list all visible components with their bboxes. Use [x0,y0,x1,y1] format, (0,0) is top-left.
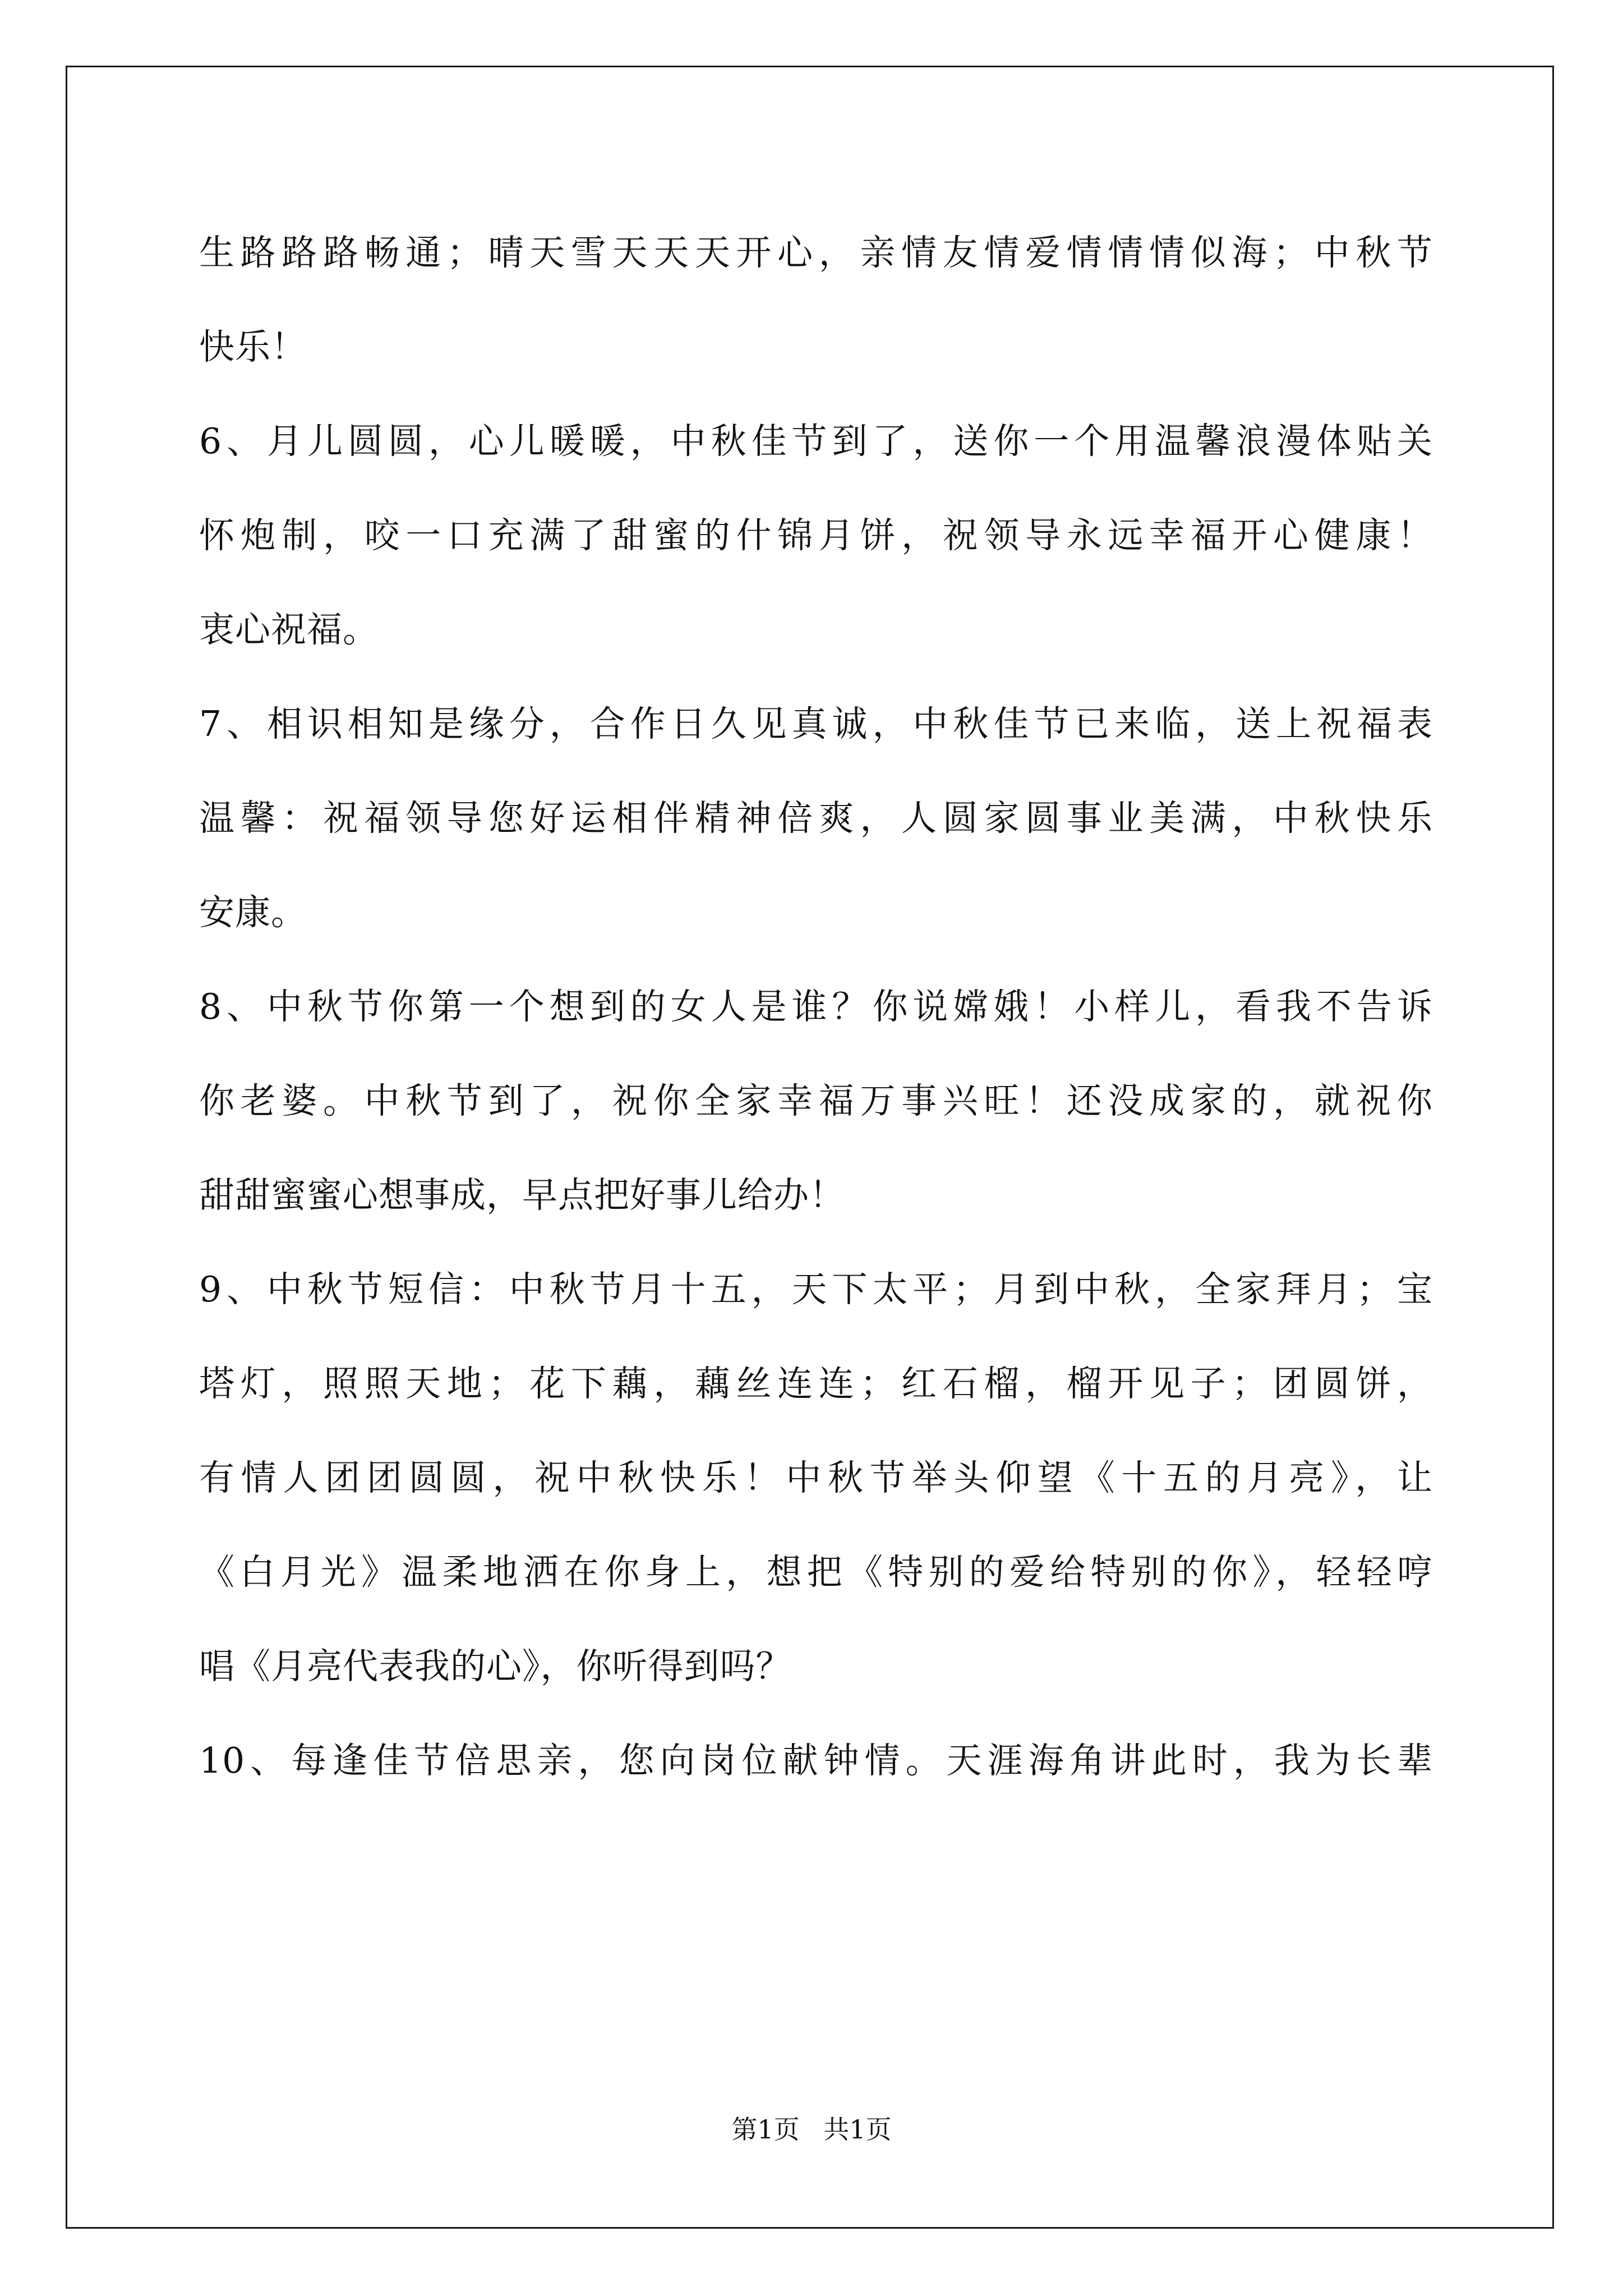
page-footer [0,2113,1623,2146]
text-line: 温馨：祝福领导您好运相伴精神倍爽，人圆家圆事业美满，中秋快乐 [199,798,1433,839]
text-line: 7、相识相知是缘分，合作日久见真诚，中秋佳节已来临，送上祝福表 [199,703,1433,744]
text-line: 《白月光》温柔地洒在你身上，想把《特别的爱给特别的你》，轻轻哼 [199,1552,1433,1593]
text-line: 快乐！ [199,326,307,367]
text-line: 塔灯，照照天地；花下藕，藕丝连连；红石榴，榴开见子；团圆饼， [199,1363,1433,1404]
text-line: 9、中秋节短信：中秋节月十五，天下太平；月到中秋，全家拜月；宝 [199,1269,1433,1310]
text-line: 6、月儿圆圆，心儿暖暖，中秋佳节到了，送你一个用温馨浪漫体贴关 [199,421,1433,462]
document-body [199,206,1433,1808]
text-line: 怀炮制，咬一口充满了甜蜜的什锦月饼，祝领导永远幸福开心健康！ [199,515,1433,556]
text-line: 8、中秋节你第一个想到的女人是谁？你说嫦娥！小样儿，看我不告诉 [199,986,1433,1027]
text-line: 衷心祝福。 [199,609,379,650]
text-line: 你老婆。中秋节到了，祝你全家幸福万事兴旺！还没成家的，就祝你 [199,1080,1433,1121]
text-line: 唱《月亮代表我的心》，你听得到吗？ [199,1646,792,1687]
page-total: 共1页 [823,2114,892,2145]
text-line: 甜甜蜜蜜心想事成，早点把好事儿给办！ [199,1175,845,1216]
text-line: 10、每逢佳节倍思亲，您向岗位献钟情。天涯海角讲此时，我为长辈 [199,1740,1433,1781]
text-line: 安康。 [199,892,307,933]
page-number: 第1页 [731,2114,800,2145]
text-line: 有情人团团圆圆，祝中秋快乐！中秋节举头仰望《十五的月亮》，让 [199,1457,1433,1498]
text-line: 生路路路畅通；晴天雪天天天开心，亲情友情爱情情情似海；中秋节 [199,232,1433,273]
